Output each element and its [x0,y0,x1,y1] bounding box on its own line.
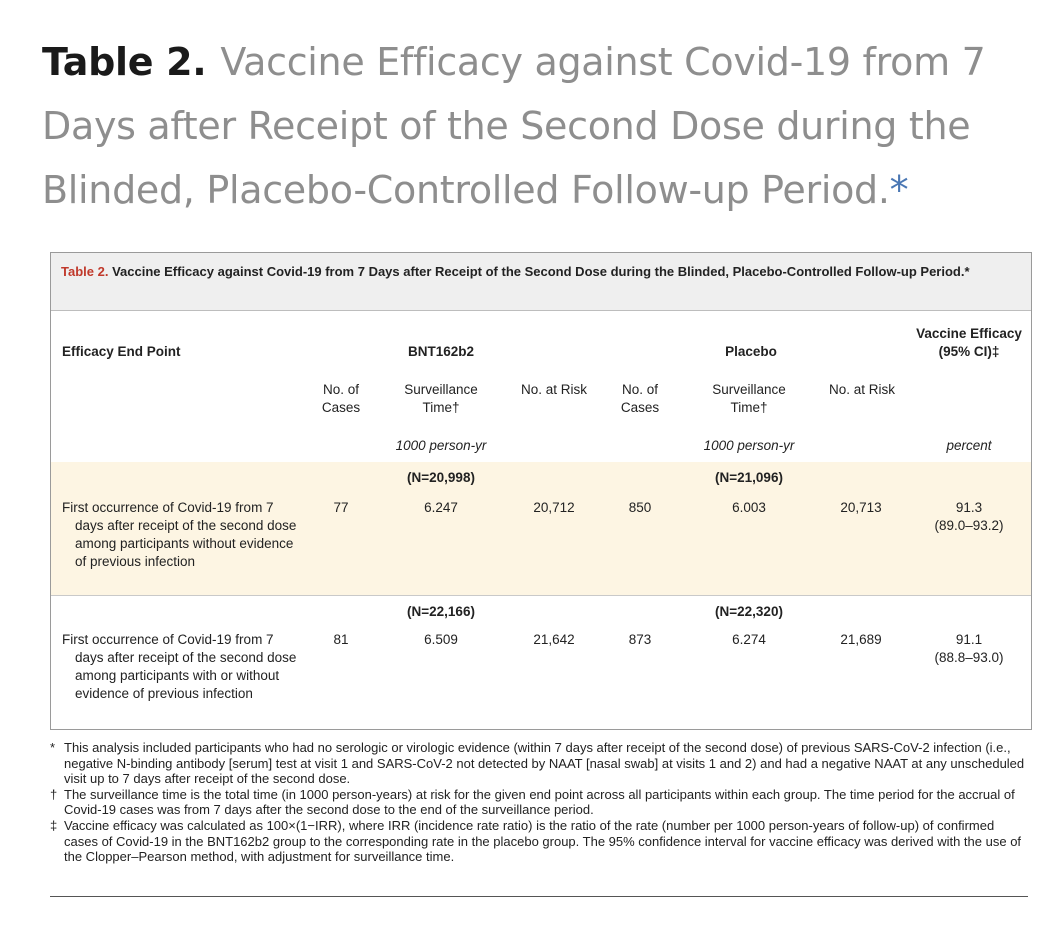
row2-n-vaccine: (N=22,166) [407,604,475,619]
table-caption [51,253,1031,311]
header-group-vaccine: BNT162b2 [407,344,475,359]
footnote-1 [50,740,1025,787]
table-label: Table 2. [42,40,207,84]
row1-vaccine-time: 6.247 [424,500,458,515]
footnote-2-symbol: † [50,786,58,802]
bottom-rule [50,896,1028,897]
header-efficacy: Vaccine Efficacy (95% CI)‡ [916,326,1022,359]
footnote-1-symbol: * [50,740,56,755]
row2-vaccine-time: 6.509 [424,632,458,647]
footnote-2 [50,787,1025,818]
unit-placebo-time: 1000 person-yr [703,438,795,453]
subheader-vaccine-risk: No. at Risk [520,382,588,397]
footnotes [50,740,1025,865]
row2-n-placebo: (N=22,320) [715,604,783,619]
row2-vaccine-cases: 81 [333,632,349,647]
footnote-marker[interactable]: * [889,168,909,212]
footnote-3 [50,818,1025,865]
row2-efficacy: 91.1 [955,632,983,647]
data-table [50,252,1032,730]
row1-placebo-risk: 20,713 [840,500,882,515]
table-heading-text: Vaccine Efficacy against Covid-19 from 7 Days after Receipt of the Second Dose during the Blinded, Placebo-Controlled Follow-up Period. [42,40,986,212]
caption-text: Vaccine Efficacy against Covid-19 from 7 Days after Receipt of the Second Dose during the Blinded, Placebo-Controlled Follow-up Period.* [112,264,970,279]
row-divider [51,595,1031,596]
subheader-vaccine-surveillance: Surveillance Time† [404,382,478,415]
row1-ci: (89.0–93.2) [934,518,1004,533]
row2-placebo-risk: 21,689 [840,632,882,647]
row1-vaccine-risk: 20,712 [533,500,575,515]
header-group-placebo: Placebo [725,344,777,359]
footnote-1-text: This analysis included participants who had no serologic or virologic evidence (within 7 days after receipt of the second dose) of previous SARS-CoV-2 infection (i.e., negative N-binding antibody [serum] test at visit 1 and SARS-CoV-2 not detected by NAAT [nasal swab] at visits 1 and 2) and had a negative NAAT at any unscheduled visit up to 7 days after receipt of the second dose. [64,740,1025,787]
row2-ci: (88.8–93.0) [934,650,1004,665]
footnote-2-text: The surveillance time is the total time (in 1000 person-years) at risk for the given end point across all participants within each group. The time period for the accrual of Covid-19 cases was from 7 days after the second dose to the end of the surveillance period. [64,786,1015,818]
row1-efficacy: 91.3 [955,500,983,515]
row1-vaccine-cases: 77 [333,500,349,515]
subheader-placebo-surveillance: Surveillance Time† [712,382,786,415]
footnote-3-text: Vaccine efficacy was calculated as 100×(1−IRR), where IRR (incidence rate ratio) is the ratio of the rate (number per 1000 person-years of follow-up) of confirmed cases of Covid-19 in the BNT162b2 group to the corresponding rate in the placebo group. The 95% confidence interval for vaccine efficacy was derived with the use of the Clopper–Pearson method, with adjustment for surveillance time. [64,817,1022,865]
footnote-3-symbol: ‡ [50,817,58,833]
subheader-vaccine-cases: No. of Cases [321,382,361,415]
row2-placebo-time: 6.274 [732,632,766,647]
header-endpoint: Efficacy End Point [62,344,181,359]
page-title [42,30,1022,222]
row1-placebo-time: 6.003 [732,500,766,515]
subheader-placebo-cases: No. of Cases [620,382,660,415]
row2-placebo-cases: 873 [628,632,652,647]
subheader-placebo-risk: No. at Risk [828,382,896,397]
row1-placebo-cases: 850 [628,500,652,515]
row2-endpoint: First occurrence of Covid-19 from 7 days after receipt of the second dose among participants with or without evidence of previous infection [62,632,297,701]
unit-efficacy: percent [946,438,992,453]
caption-label: Table 2. [61,264,109,279]
row1-endpoint: First occurrence of Covid-19 from 7 days after receipt of the second dose among participants without evidence of previous infection [62,500,297,569]
row1-n-vaccine: (N=20,998) [407,470,475,485]
unit-vaccine-time: 1000 person-yr [395,438,487,453]
row1-n-placebo: (N=21,096) [715,470,783,485]
row2-vaccine-risk: 21,642 [533,632,575,647]
